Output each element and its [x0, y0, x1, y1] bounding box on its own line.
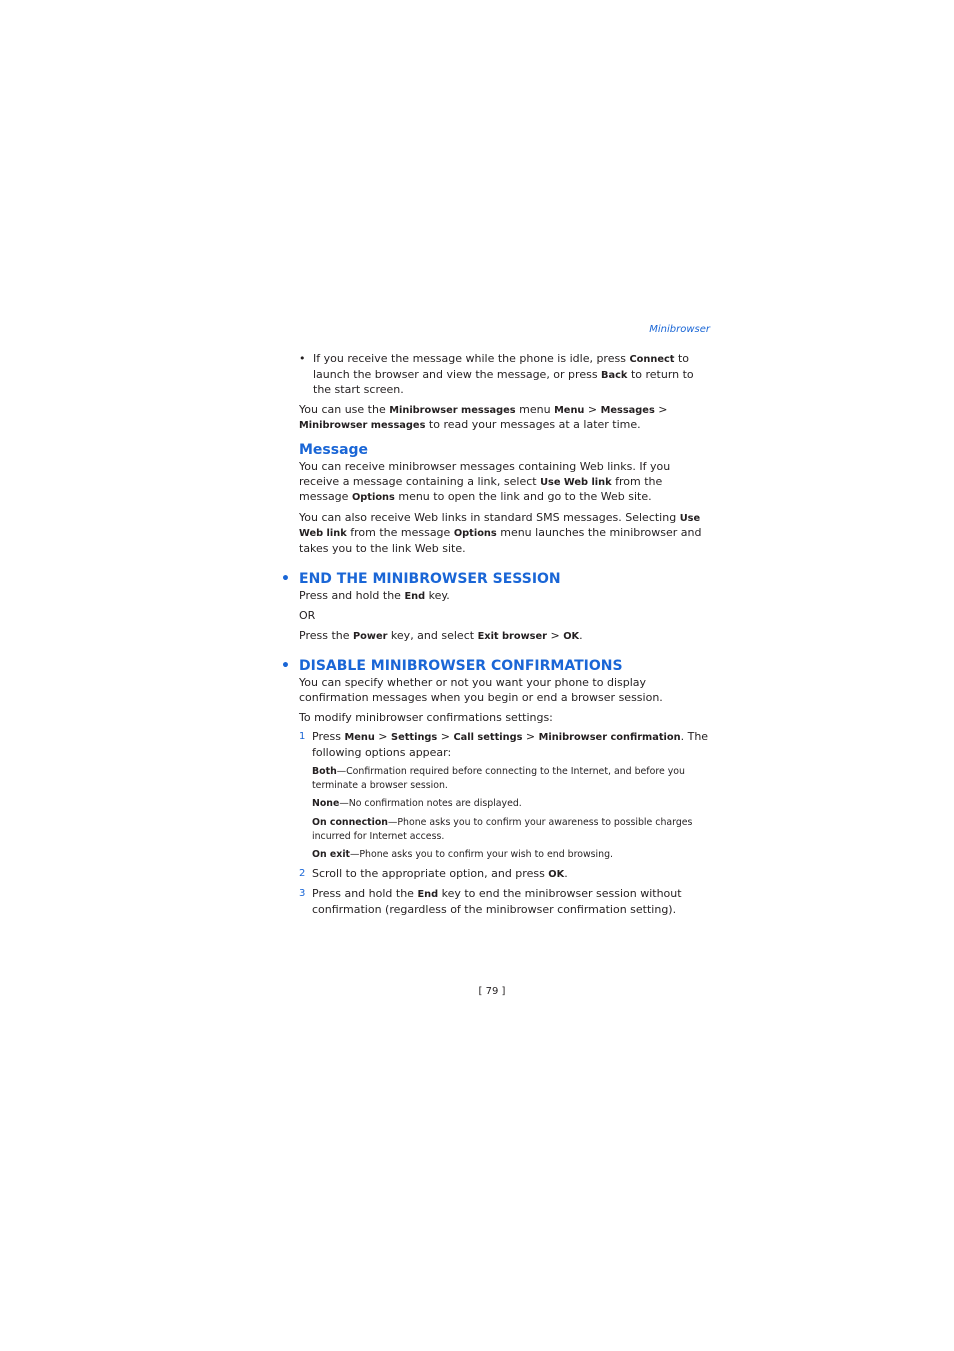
step-1: 1 Press Menu > Settings > Call settings > Minibrowser confirmation. The following options appear:	[299, 730, 709, 759]
end-paragraph-2: Press the Power key, and select Exit browser > OK.	[299, 628, 583, 642]
disable-paragraph-2: To modify minibrowser confirmations settings:	[299, 710, 553, 724]
running-header: Minibrowser	[649, 324, 710, 335]
option-on-connection: On connection—Phone asks you to confirm your awareness to possible charges incurred for Internet access.	[312, 817, 693, 842]
bullet-icon: •	[281, 658, 290, 675]
message-heading: Message	[299, 441, 369, 458]
step-number: 3	[299, 888, 306, 900]
intro-paragraph: You can use the Minibrowser messages menu Menu > Messages > Minibrowser messages to read your messages at a later time.	[299, 402, 668, 432]
disable-confirmations-heading: • DISABLE MINIBROWSER CONFIRMATIONS	[281, 658, 623, 675]
end-session-heading: • END THE MINIBROWSER SESSION	[281, 570, 561, 587]
end-or: OR	[299, 609, 316, 623]
page-number: [ 79 ]	[478, 986, 506, 997]
step-number: 1	[299, 731, 306, 743]
message-paragraph-1: You can receive minibrowser messages containing Web links. If you receive a message containing a link, select Use Web link from the message Options menu to open the link and go to the Web site.	[299, 459, 671, 504]
step-3: 3 Press and hold the End key to end the minibrowser session without confirmation (regardless of the minibrowser confirmation setting).	[299, 887, 682, 917]
key-back: Back	[601, 369, 628, 381]
option-none: None—No confirmation notes are displayed.	[312, 798, 522, 810]
list-item: • If you receive the message while the phone is idle, press Connect to launch the browser and view the message, or press Back to return to the start screen.	[299, 352, 694, 397]
key-connect: Connect	[629, 354, 675, 365]
step-number: 2	[299, 867, 306, 879]
bullet-icon: •	[281, 570, 290, 587]
end-paragraph-1: Press and hold the End key.	[299, 588, 450, 602]
message-paragraph-2: You can also receive Web links in standard SMS messages. Selecting Use Web link from the message Options menu launches the minibrowser and takes you to the link Web site.	[299, 510, 702, 555]
step-2: 2 Scroll to the appropriate option, and press OK.	[299, 866, 568, 880]
page-content	[281, 352, 711, 923]
option-on-exit: On exit—Phone asks you to confirm your wish to end browsing.	[312, 849, 614, 861]
bullet-icon: •	[299, 352, 306, 365]
disable-paragraph-1: You can specify whether or not you want your phone to display confirmation messages when you begin or end a browser session.	[299, 676, 663, 704]
option-both: Both—Confirmation required before connecting to the Internet, and before you terminate a browser session.	[312, 766, 685, 791]
